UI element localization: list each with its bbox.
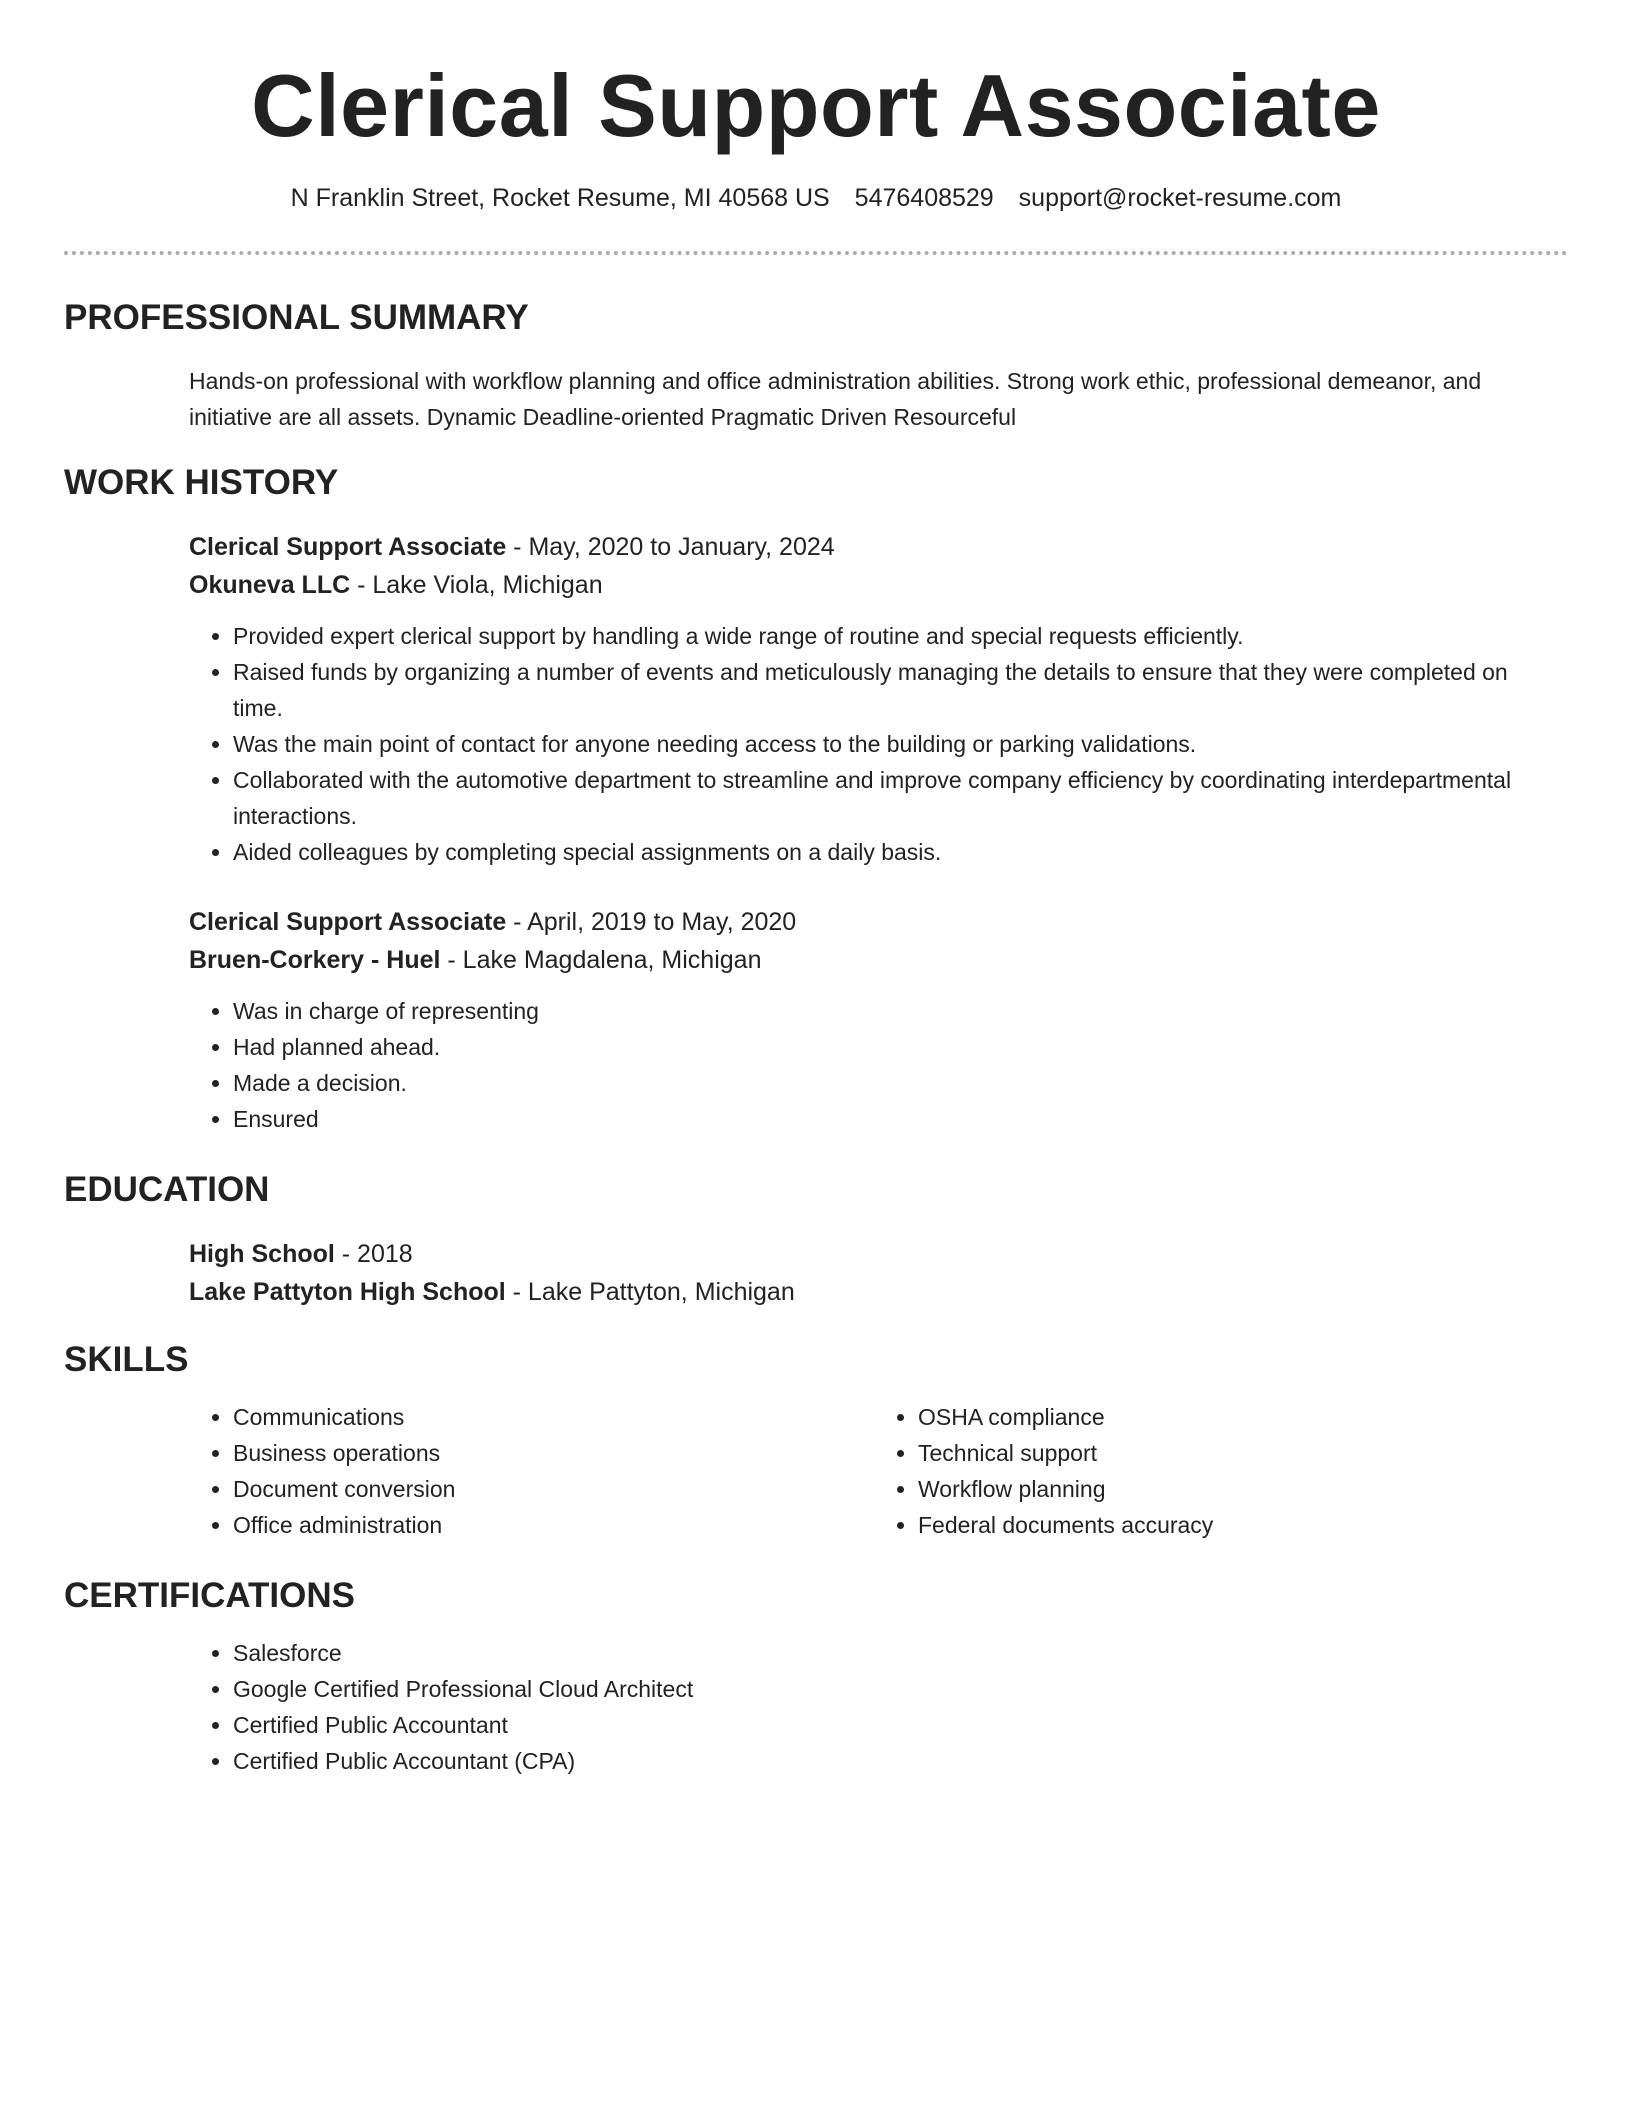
- list-item: • Aided colleagues by completing special assignments on a daily basis.: [233, 834, 1559, 870]
- summary-block: [189, 363, 1559, 435]
- list-item: • Raised funds by organizing a number of events and meticulously managing the details to ensure that they were completed on time.: [233, 654, 1559, 726]
- job-dates: - May, 2020 to January, 2024: [506, 533, 835, 561]
- job-location: - Lake Magdalena, Michigan: [440, 946, 762, 974]
- job-company: Bruen-Corkery - Huel: [189, 946, 441, 974]
- skills-grid: [189, 1399, 1559, 1543]
- education-school: Lake Pattyton High School: [189, 1278, 506, 1306]
- list-item: • Certified Public Accountant: [233, 1707, 1559, 1743]
- summary-text: Hands-on professional with workflow planning and office administration abilities. Strong work ethic, professional demeanor, and initiative are all assets. Dynamic Deadline-oriented Pragmatic Driven Resourceful: [189, 368, 1482, 430]
- job-dates: - April, 2019 to May, 2020: [506, 908, 797, 936]
- contact-email: support@rocket-resume.com: [1018, 184, 1342, 212]
- education-heading: EDUCATION: [64, 1170, 270, 1209]
- education-school-line: [189, 1273, 1559, 1311]
- education-year: - 2018: [334, 1240, 413, 1268]
- education-entry: [189, 1235, 1559, 1311]
- list-item: • Had planned ahead.: [233, 1029, 1559, 1065]
- skills-heading: SKILLS: [64, 1340, 189, 1379]
- header-divider: [64, 251, 1568, 255]
- job-title-line: [189, 903, 1559, 941]
- list-item: • OSHA compliance: [918, 1399, 1559, 1435]
- list-item: • Was in charge of representing: [233, 993, 1559, 1029]
- education-degree-line: [189, 1235, 1559, 1273]
- job-role: Clerical Support Associate: [189, 908, 507, 936]
- contact-line: [0, 182, 1632, 214]
- list-item: • Federal documents accuracy: [918, 1507, 1559, 1543]
- list-item: • Workflow planning: [918, 1471, 1559, 1507]
- list-item: • Communications: [233, 1399, 874, 1435]
- list-item: • Business operations: [233, 1435, 874, 1471]
- job-bullets: [189, 993, 1559, 1137]
- job-company-line: [189, 566, 1559, 604]
- job-entry: [189, 528, 1559, 870]
- skills-column-right: [874, 1399, 1559, 1543]
- list-item: • Document conversion: [233, 1471, 874, 1507]
- certifications-heading: CERTIFICATIONS: [64, 1576, 356, 1615]
- list-item: • Was the main point of contact for anyone needing access to the building or parking validations.: [233, 726, 1559, 762]
- job-company: Okuneva LLC: [189, 571, 351, 599]
- list-item: • Google Certified Professional Cloud Architect: [233, 1671, 1559, 1707]
- certifications-block: [189, 1635, 1559, 1779]
- education-location: - Lake Pattyton, Michigan: [505, 1278, 795, 1306]
- list-item: • Provided expert clerical support by handling a wide range of routine and special requests efficiently.: [233, 618, 1559, 654]
- contact-address: N Franklin Street, Rocket Resume, MI 40568 US: [290, 184, 830, 212]
- job-entry: [189, 903, 1559, 1137]
- summary-heading: PROFESSIONAL SUMMARY: [64, 298, 529, 337]
- skills-column-left: [189, 1399, 874, 1543]
- job-bullets: [189, 618, 1559, 870]
- list-item: • Salesforce: [233, 1635, 1559, 1671]
- list-item: • Certified Public Accountant (CPA): [233, 1743, 1559, 1779]
- list-item: • Made a decision.: [233, 1065, 1559, 1101]
- education-degree: High School: [189, 1240, 335, 1268]
- job-title-line: [189, 528, 1559, 566]
- certifications-list: [189, 1635, 1559, 1779]
- list-item: • Office administration: [233, 1507, 874, 1543]
- resume-name: Clerical Support Associate: [251, 56, 1381, 155]
- list-item: • Technical support: [918, 1435, 1559, 1471]
- list-item: • Collaborated with the automotive department to streamline and improve company efficiency by coordinating interdepartmental interactions.: [233, 762, 1559, 834]
- contact-phone: 5476408529: [854, 184, 994, 212]
- work-history-heading: WORK HISTORY: [64, 463, 339, 502]
- job-role: Clerical Support Associate: [189, 533, 507, 561]
- list-item: • Ensured: [233, 1101, 1559, 1137]
- job-company-line: [189, 941, 1559, 979]
- job-location: - Lake Viola, Michigan: [350, 571, 603, 599]
